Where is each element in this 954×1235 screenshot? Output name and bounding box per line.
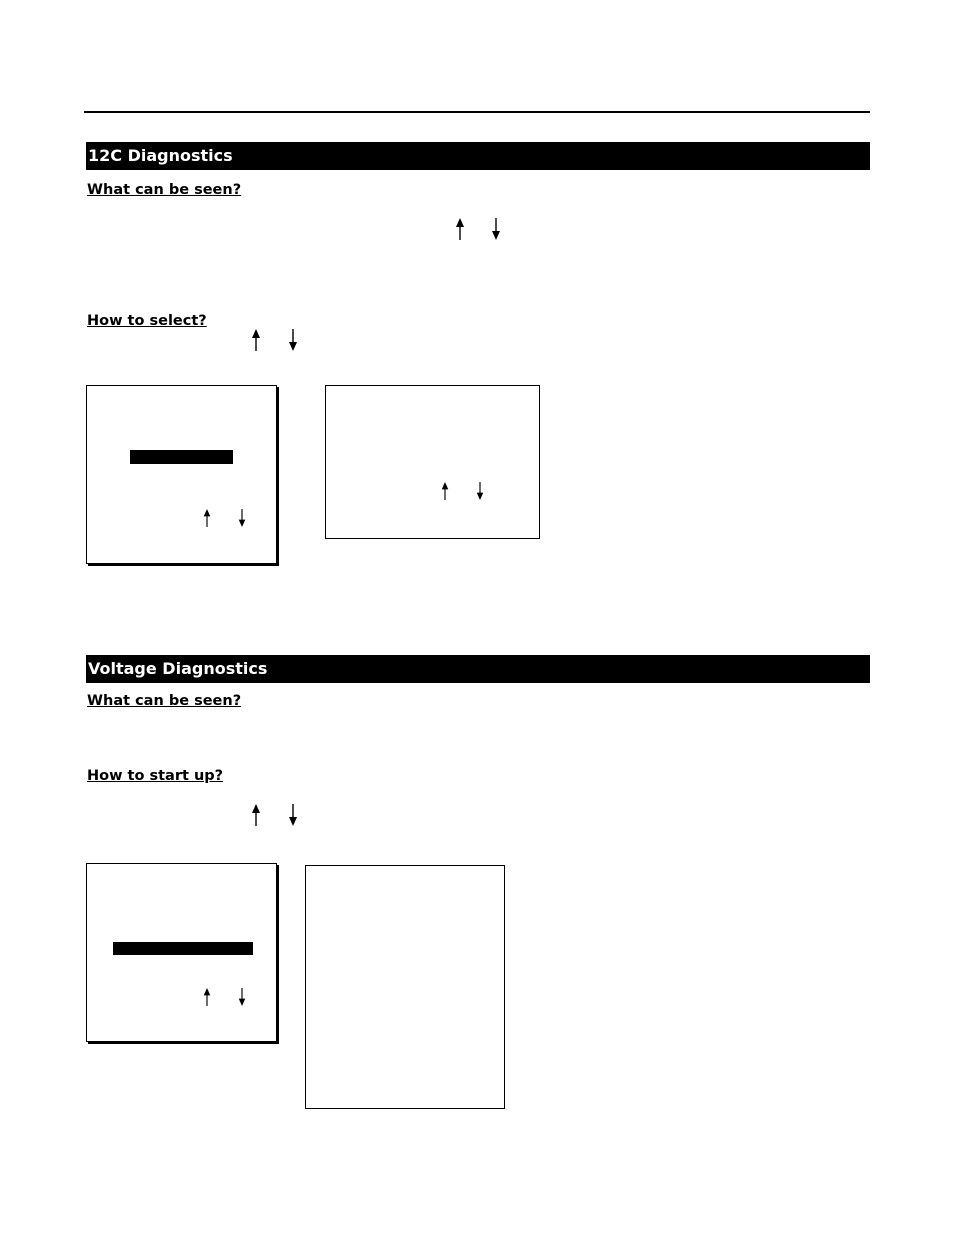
menu-screen-voltage — [86, 863, 277, 1042]
down-arrow-icon — [490, 218, 502, 240]
down-arrow-icon — [237, 509, 247, 527]
diagnostics-screen-12c — [325, 385, 540, 539]
selected-menu-item-bar — [130, 450, 233, 464]
up-arrow-icon — [202, 988, 212, 1006]
down-arrow-icon — [287, 329, 299, 351]
subheading-how-to-select: How to select? — [87, 313, 207, 329]
down-arrow-icon — [287, 804, 299, 826]
subheading-what-can-be-seen: What can be seen? — [87, 693, 242, 709]
up-arrow-icon — [202, 509, 212, 527]
down-arrow-icon — [475, 482, 485, 500]
top-rule — [84, 111, 870, 113]
selected-menu-item-bar — [113, 942, 253, 955]
up-arrow-icon — [454, 218, 466, 240]
up-arrow-icon — [440, 482, 450, 500]
up-arrow-icon — [250, 329, 262, 351]
subheading-how-to-start-up: How to start up? — [87, 768, 224, 784]
section-heading-voltage: Voltage Diagnostics — [86, 655, 870, 683]
diagnostics-screen-voltage — [305, 865, 505, 1109]
down-arrow-icon — [237, 988, 247, 1006]
menu-screen-12c — [86, 385, 277, 564]
up-arrow-icon — [250, 804, 262, 826]
subheading-what-can-be-seen: What can be seen? — [87, 182, 242, 198]
section-heading-12c: 12C Diagnostics — [86, 142, 870, 170]
